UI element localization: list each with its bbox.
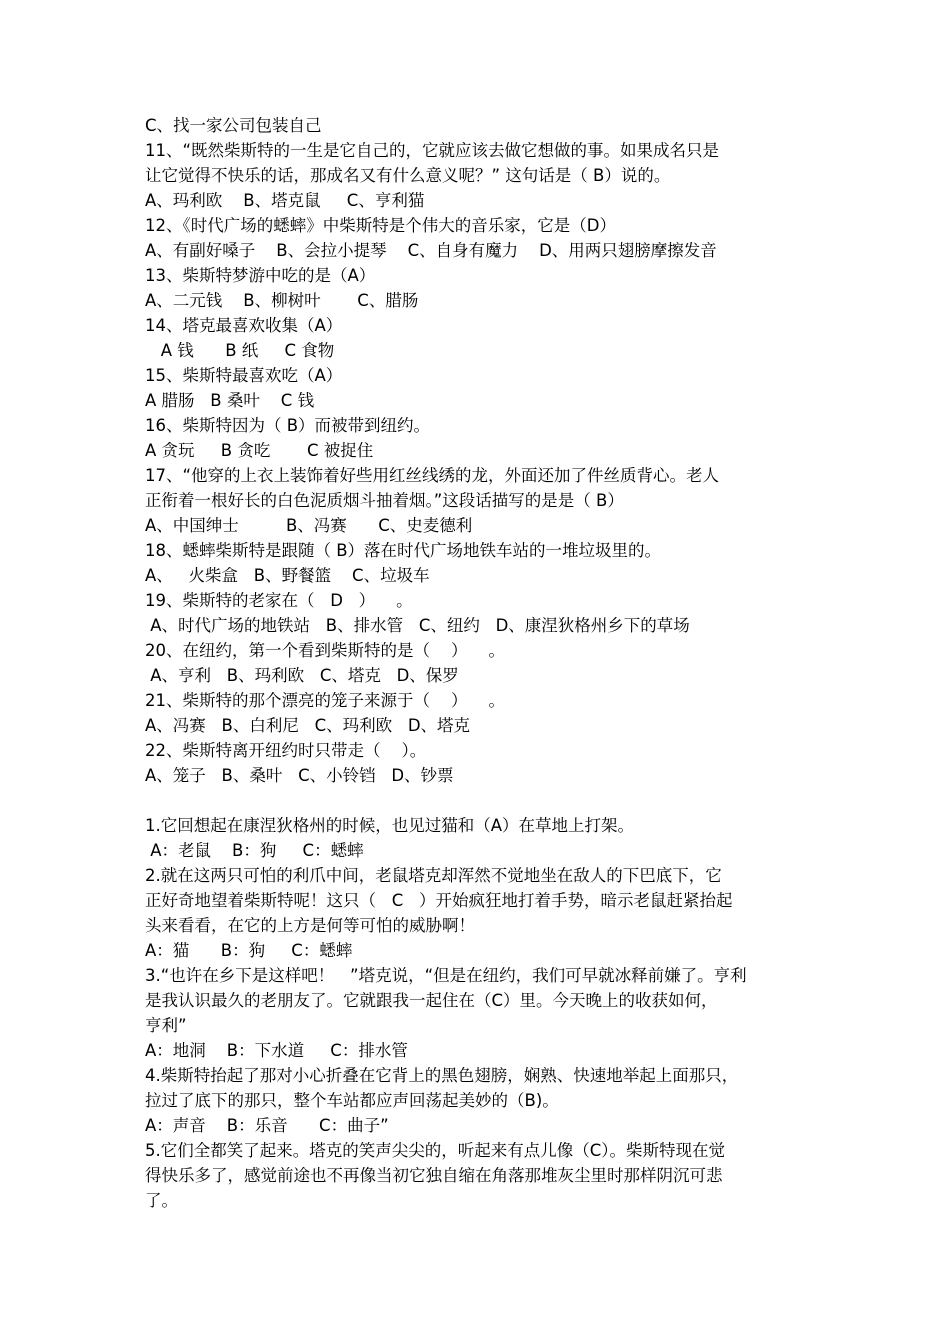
text-line: 11、“既然柴斯特的一生是它自己的，它就应该去做它想做的事。如果成名只是 — [145, 141, 720, 160]
text-line: 让它觉得不快乐的话，那成名又有什么意义呢？” 这句话是（ B）说的。 — [145, 166, 671, 185]
text-line: 5.它们全都笑了起来。塔克的笑声尖尖的，听起来有点儿像（C）。柴斯特现在觉 — [145, 1141, 726, 1160]
text-line: A、时代广场的地铁站 B、排水管 C、纽约 D、康涅狄格州乡下的草场 — [145, 616, 690, 635]
text-line: A、笼子 B、桑叶 C、小铃铛 D、钞票 — [145, 766, 454, 785]
text-line: 1.它回想起在康涅狄格州的时候，也见过猫和（A）在草地上打架。 — [145, 816, 635, 835]
text-line: 20、在纽约，第一个看到柴斯特的是（ ） 。 — [145, 641, 505, 660]
text-line: A 贪玩 B 贪吃 C 被捉住 — [145, 441, 374, 460]
text-line: 17、“他穿的上衣上装饰着好些用红丝线绣的龙，外面还加了件丝质背心。老人 — [145, 466, 720, 485]
text-line: 拉过了底下的那只，整个车站都应声回荡起美妙的（B)。 — [145, 1091, 559, 1110]
text-line: 亨利” — [145, 1016, 187, 1035]
text-line: 3.“也许在乡下是这样吧！ ”塔克说，“但是在纽约，我们可早就冰释前嫌了。亨利 — [145, 966, 747, 985]
text-line: 是我认识最久的老朋友了。它就跟我一起住在（C）里。今天晚上的收获如何， — [145, 991, 718, 1010]
text-line: A、亨利 B、玛利欧 C、塔克 D、保罗 — [145, 666, 459, 685]
text-line: A 钱 B 纸 C 食物 — [145, 341, 335, 360]
text-line: A：地洞 B：下水道 C：排水管 — [145, 1041, 408, 1060]
text-line: 4.柴斯特抬起了那对小心折叠在它背上的黑色翅膀，娴熟、快速地举起上面那只， — [145, 1066, 739, 1085]
text-line: A、二元钱 B、柳树叶 C、腊肠 — [145, 291, 419, 310]
text-line: 21、柴斯特的那个漂亮的笼子来源于（ ） 。 — [145, 691, 505, 710]
text-line: 了。 — [145, 1191, 178, 1210]
text-line: A、有副好嗓子 B、会拉小提琴 C、自身有魔力 D、用两只翅膀摩擦发音 — [145, 241, 717, 260]
text-line: 12、《时代广场的蟋蟀》中柴斯特是个伟大的音乐家，它是（D） — [145, 216, 616, 235]
text-line: A、 火柴盒 B、野餐篮 C、垃圾车 — [145, 566, 430, 585]
document-page — [145, 113, 815, 1213]
text-line: 正衔着一根好长的白色泥质烟斗抽着烟。”这段话描写的是是（ B） — [145, 491, 624, 510]
text-line: 22、柴斯特离开纽约时只带走（ ）。 — [145, 741, 427, 760]
text-line: 得快乐多了，感觉前途也不再像当初它独自缩在角落那堆灰尘里时那样阴沉可悲 — [145, 1166, 723, 1185]
text-line: A：猫 B：狗 C：蟋蟀 — [145, 941, 353, 960]
text-line: 15、柴斯特最喜欢吃（A） — [145, 366, 343, 385]
section-gap — [145, 788, 815, 813]
text-line: 16、柴斯特因为（ B）而被带到纽约。 — [145, 416, 431, 435]
text-line: 头来看看，在它的上方是何等可怕的威胁啊！ — [145, 916, 475, 935]
quiz-section-1 — [145, 113, 815, 788]
text-line: 13、柴斯特梦游中吃的是（A） — [145, 266, 376, 285]
text-line: 正好奇地望着柴斯特呢！这只（ C ）开始疯狂地打着手势，暗示老鼠赶紧抬起 — [145, 891, 733, 910]
text-line: A、玛利欧 B、塔克鼠 C、亨利猫 — [145, 191, 425, 210]
text-line: 2.就在这两只可怕的利爪中间，老鼠塔克却浑然不觉地坐在敌人的下巴底下，它 — [145, 866, 722, 885]
text-line: C、找一家公司包装自己 — [145, 116, 322, 135]
text-line: A、中国绅士 B、冯赛 C、史麦德利 — [145, 516, 473, 535]
text-line: A 腊肠 B 桑叶 C 钱 — [145, 391, 315, 410]
text-line: 18、蟋蟀柴斯特是跟随（ B）落在时代广场地铁车站的一堆垃圾里的。 — [145, 541, 662, 560]
text-line: 19、柴斯特的老家在（ D ） 。 — [145, 591, 413, 610]
quiz-section-2 — [145, 813, 815, 1213]
text-line: 14、塔克最喜欢收集（A） — [145, 316, 343, 335]
text-line: A、冯赛 B、白利尼 C、玛利欧 D、塔克 — [145, 716, 471, 735]
text-line: A：声音 B：乐音 C：曲子” — [145, 1116, 389, 1135]
text-line: A：老鼠 B：狗 C：蟋蟀 — [145, 841, 364, 860]
